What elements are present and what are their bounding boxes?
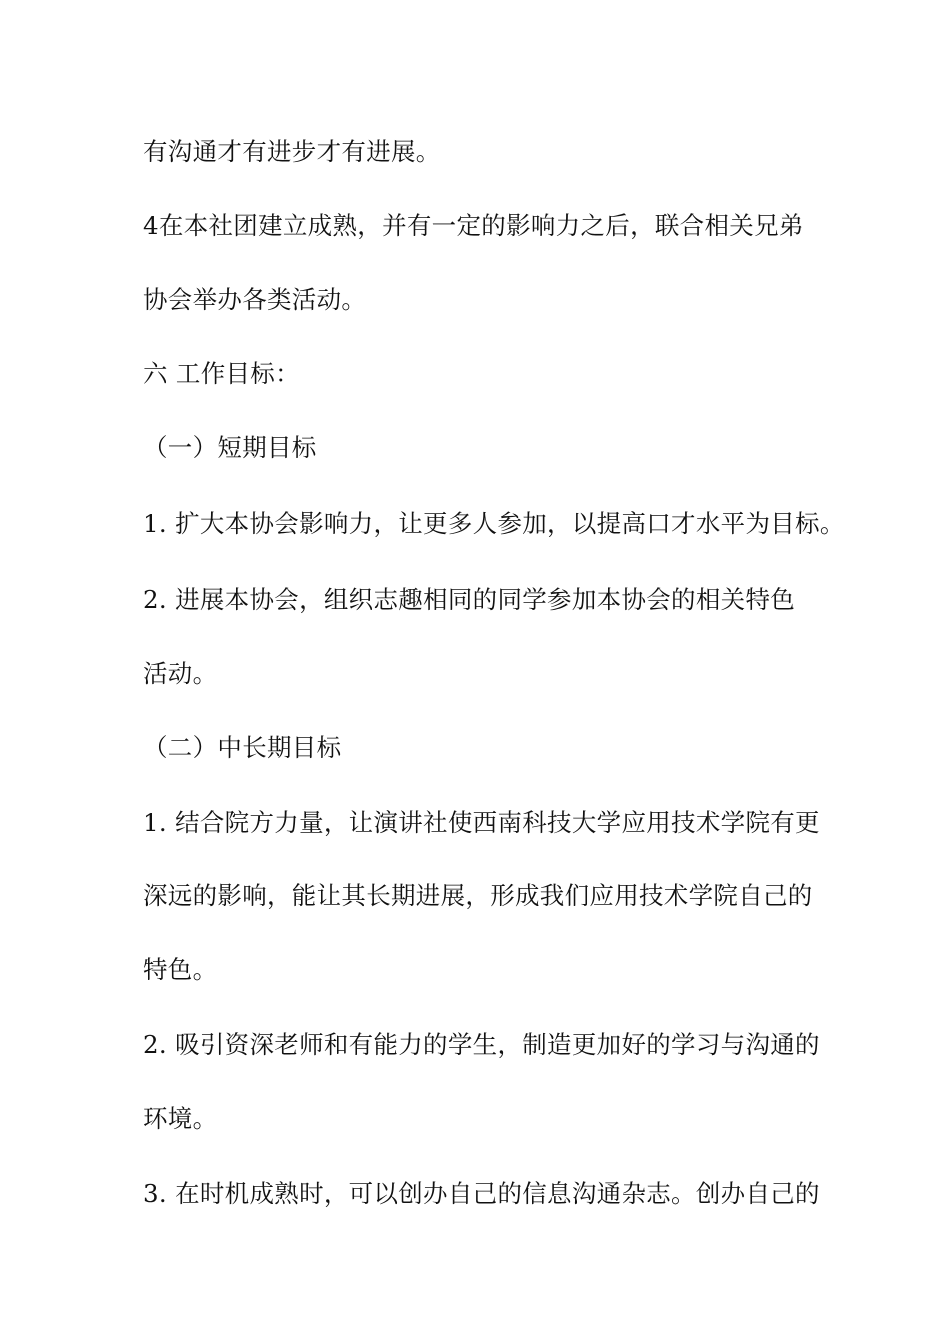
paragraph-line: 环境。 xyxy=(143,1104,218,1133)
list-item: 3. 在时机成熟时，可以创办自己的信息沟通杂志。创办自己的 xyxy=(143,1179,820,1208)
paragraph-line: 4在本社团建立成熟，并有一定的影响力之后，联合相关兄弟 xyxy=(143,211,804,240)
list-item: 1. 结合院方力量，让演讲社使西南科技大学应用技术学院有更 xyxy=(143,808,820,837)
list-item: 2. 进展本协会，组织志趣相同的同学参加本协会的相关特色 xyxy=(143,585,796,614)
subsection-heading: （二）中长期目标 xyxy=(143,733,342,762)
section-heading: 六 工作目标： xyxy=(143,359,300,388)
paragraph-line: 活动。 xyxy=(143,659,218,688)
paragraph-line: 深远的影响，能让其长期进展，形成我们应用技术学院自己的 xyxy=(143,881,813,910)
paragraph-line: 特色。 xyxy=(143,955,218,984)
list-item: 2. 吸引资深老师和有能力的学生，制造更加好的学习与沟通的 xyxy=(143,1030,820,1059)
list-item: 1. 扩大本协会影响力，让更多人参加，以提高口才水平为目标。 xyxy=(143,509,845,538)
paragraph-line: 协会举办各类活动。 xyxy=(143,285,367,314)
subsection-heading: （一）短期目标 xyxy=(143,433,317,462)
paragraph-line: 有沟通才有进步才有进展。 xyxy=(143,137,441,166)
